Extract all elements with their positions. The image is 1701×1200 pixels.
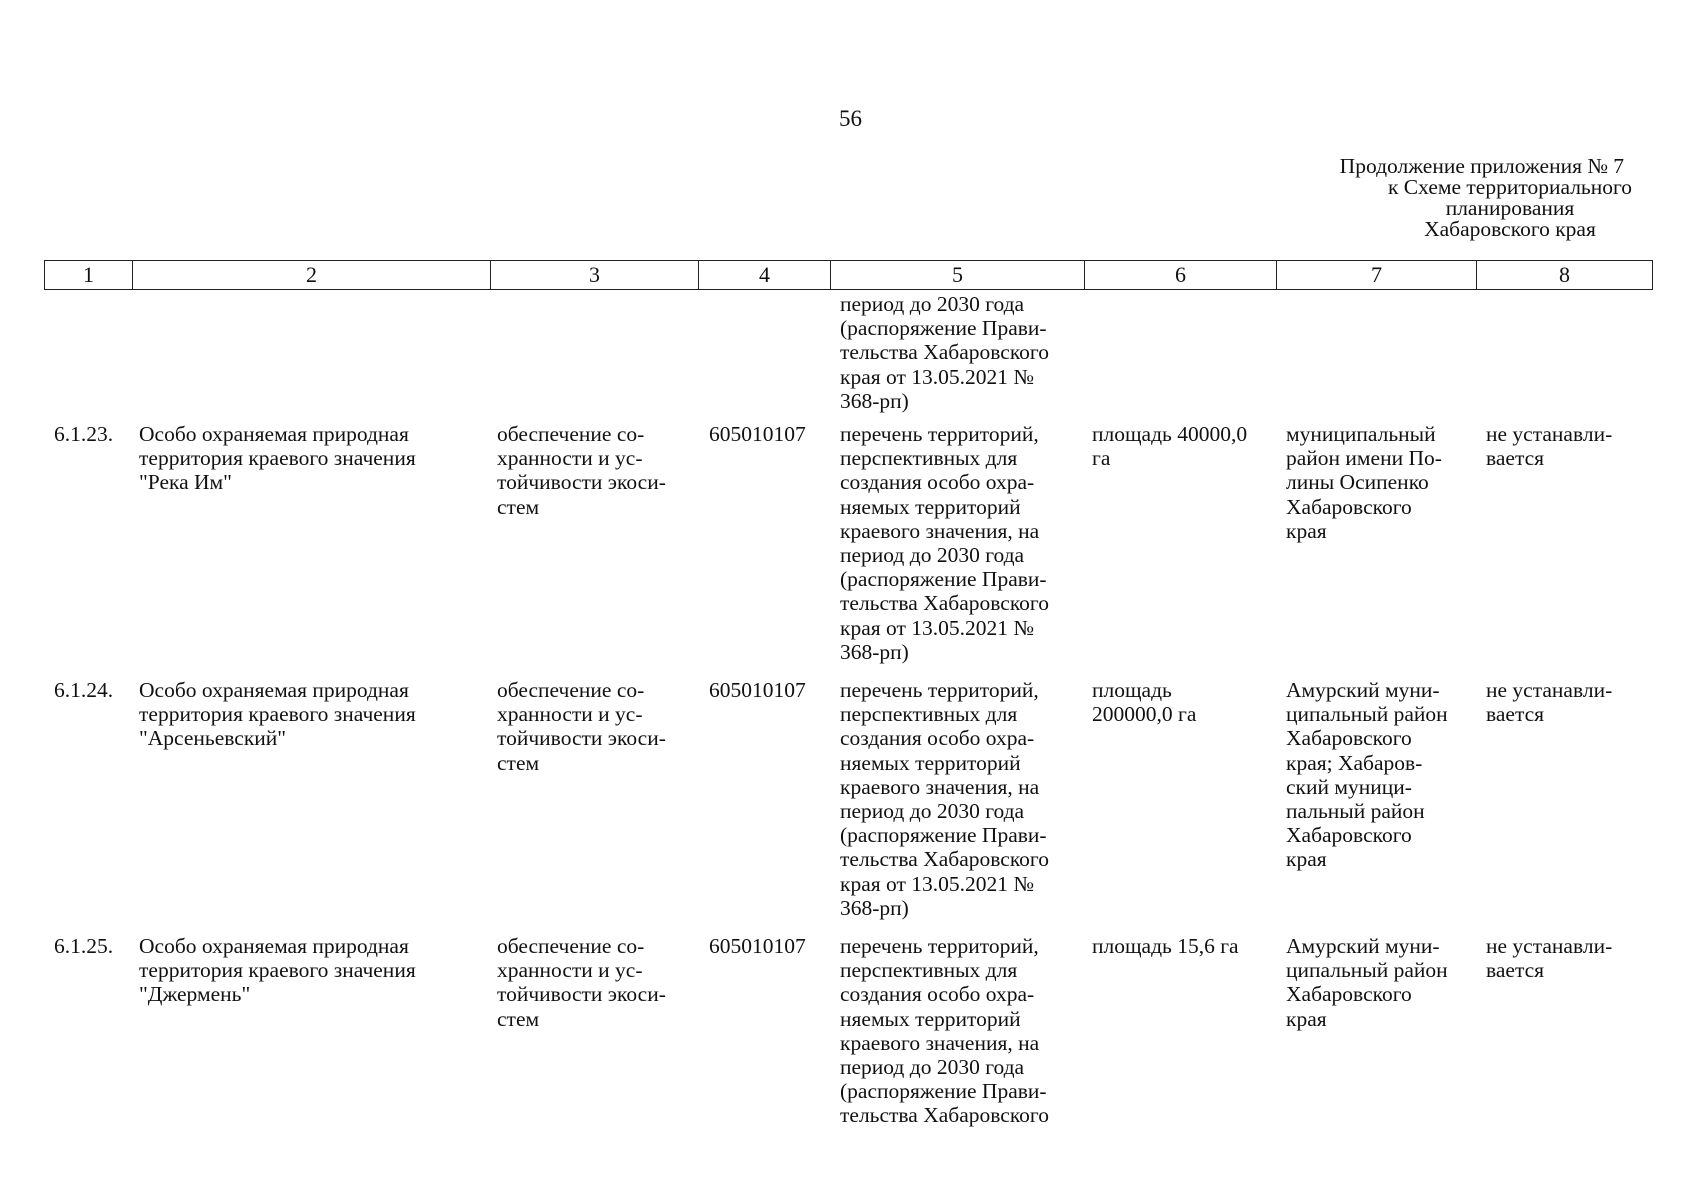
cell-line: Амурский муни- — [1286, 934, 1440, 958]
cell-line: тельства Хабаровского — [840, 591, 1049, 616]
appendix-note-line: к Схеме территориального — [1387, 175, 1633, 199]
cell-line: пальный район — [1286, 799, 1425, 824]
row-number: 6.1.23. — [54, 422, 114, 446]
cell-line: перечень территорий, — [840, 934, 1039, 958]
cell-line: период до 2030 года — [840, 799, 1025, 824]
column-header-row — [44, 260, 1653, 290]
cell-line: Особо охраняемая природная — [139, 678, 409, 702]
cell-line: площадь 15,6 га — [1092, 934, 1239, 958]
cell-line: муниципальный — [1286, 422, 1436, 446]
table-row — [44, 422, 1652, 678]
cell-line: тельства Хабаровского — [840, 340, 1049, 365]
table-row — [44, 678, 1652, 934]
cell-line: период до 2030 года — [840, 543, 1025, 568]
table-body — [44, 292, 1652, 1134]
cell-line: хранности и ус- — [497, 702, 643, 727]
cell-line: "Арсеньевский" — [139, 726, 287, 751]
cell-line: Особо охраняемая природная — [139, 422, 409, 446]
cell-line: период до 2030 года — [840, 292, 1025, 316]
cell-line: края от 13.05.2021 № — [840, 364, 1034, 389]
cell-line: территория краевого значения — [139, 702, 416, 727]
cell-line: ципальный район — [1286, 958, 1448, 983]
row-number: 6.1.25. — [54, 934, 114, 958]
cell-line: 200000,0 га — [1092, 702, 1197, 727]
cell-line: хранности и ус- — [497, 446, 643, 471]
cell-line: не устанавли- — [1486, 678, 1613, 702]
column-header: 3 — [491, 261, 699, 290]
column-header: 4 — [699, 261, 831, 290]
cell-line: Хабаровского — [1286, 726, 1412, 751]
cell-line: создания особо охра- — [840, 726, 1035, 751]
cell-line: 368-рп) — [840, 388, 909, 413]
cell-line: края — [1286, 1006, 1327, 1031]
cell-line: стем — [497, 494, 540, 519]
page-number: 56 — [839, 106, 862, 131]
cell-line: стем — [497, 750, 540, 775]
cell-line: тойчивости экоси- — [497, 982, 666, 1007]
cell-line: краевого значения, на — [840, 518, 1040, 543]
appendix-note-line: Хабаровского края — [1424, 217, 1596, 241]
cell-line: Амурский муни- — [1286, 678, 1440, 702]
cell-line: няемых территорий — [840, 494, 1021, 519]
cell-line: ципальный район — [1286, 702, 1448, 727]
object-name-cell — [139, 422, 416, 495]
cell-line: (распоряжение Прави- — [840, 567, 1047, 592]
location-cell — [1286, 934, 1448, 1031]
cell-line: няемых территорий — [840, 1006, 1021, 1031]
cell-line: няемых территорий — [840, 750, 1021, 775]
cell-line: обеспечение со- — [497, 934, 645, 958]
column-header: 6 — [1085, 261, 1277, 290]
cell-line: (распоряжение Прави- — [840, 823, 1047, 848]
object-name-cell — [139, 678, 416, 751]
cell-line: га — [1092, 446, 1111, 471]
cell-line: 368-рп) — [840, 639, 909, 664]
column-header: 5 — [831, 261, 1085, 290]
cell-line: тельства Хабаровского — [840, 1103, 1049, 1128]
cell-line: края от 13.05.2021 № — [840, 615, 1034, 640]
cell-line: перспективных для — [840, 958, 1018, 983]
cell-line: края; Хабаров- — [1286, 750, 1423, 775]
cell-line: перечень территорий, — [840, 422, 1039, 446]
cell-line: "Джермень" — [139, 982, 251, 1007]
cell-line: Особо охраняемая природная — [139, 934, 409, 958]
cell-line: территория краевого значения — [139, 446, 416, 471]
cell-line: 368-рп) — [840, 895, 909, 920]
zone-cell — [1486, 934, 1612, 982]
cell-line: площадь — [1092, 678, 1172, 702]
table-row — [44, 934, 1652, 1134]
cell-line: (распоряжение Прави- — [840, 316, 1047, 341]
cell-line: вается — [1486, 702, 1545, 727]
code-cell: 605010107 — [709, 678, 806, 702]
cell-line: территория краевого значения — [139, 958, 416, 983]
location-cell — [1286, 678, 1448, 872]
column-header: 7 — [1277, 261, 1477, 290]
cell-line: не устанавли- — [1486, 422, 1613, 446]
cell-line: стем — [497, 1006, 540, 1031]
cell-line: обеспечение со- — [497, 422, 645, 446]
cell-line: краевого значения, на — [840, 774, 1040, 799]
cell-line: создания особо охра- — [840, 982, 1035, 1007]
column-header: 8 — [1477, 261, 1653, 290]
appendix-note — [1270, 156, 1701, 240]
cell-line: тойчивости экоси- — [497, 726, 666, 751]
cell-line: тойчивости экоси- — [497, 470, 666, 495]
basis-cell — [840, 678, 1049, 920]
characteristics-cell — [1092, 934, 1239, 958]
cell-line: Хабаровского — [1286, 494, 1412, 519]
column-header: 1 — [45, 261, 133, 290]
row-number: 6.1.24. — [54, 678, 114, 702]
cell-line: перспективных для — [840, 702, 1018, 727]
cell-line: перспективных для — [840, 446, 1018, 471]
cell-line: обеспечение со- — [497, 678, 645, 702]
characteristics-cell — [1092, 422, 1247, 470]
code-cell: 605010107 — [709, 934, 806, 958]
object-name-cell — [139, 934, 416, 1007]
purpose-cell — [497, 422, 666, 519]
cell-line: края от 13.05.2021 № — [840, 871, 1034, 896]
cell-line: ский муници- — [1286, 774, 1412, 799]
basis-cell — [840, 934, 1049, 1128]
location-cell — [1286, 422, 1442, 543]
cell-line: края — [1286, 847, 1327, 872]
cell-line: лины Осипенко — [1286, 470, 1429, 495]
cell-line: площадь 40000,0 — [1092, 422, 1248, 446]
cell-line: перечень территорий, — [840, 678, 1039, 702]
basis-cell — [840, 292, 1049, 413]
cell-line: краевого значения, на — [840, 1030, 1040, 1055]
purpose-cell — [497, 678, 666, 775]
cell-line: период до 2030 года — [840, 1055, 1025, 1080]
table-row-continuation — [44, 292, 1652, 422]
cell-line: (распоряжение Прави- — [840, 1079, 1047, 1104]
cell-line: хранности и ус- — [497, 958, 643, 983]
cell-line: "Река Им" — [139, 470, 232, 495]
purpose-cell — [497, 934, 666, 1031]
cell-line: район имени По- — [1286, 446, 1442, 471]
cell-line: Хабаровского — [1286, 982, 1412, 1007]
appendix-note-line: Продолжение приложения № 7 — [1339, 154, 1624, 178]
cell-line: вается — [1486, 958, 1545, 983]
cell-line: не устанавли- — [1486, 934, 1613, 958]
cell-line: тельства Хабаровского — [840, 847, 1049, 872]
zone-cell — [1486, 422, 1612, 470]
column-header: 2 — [133, 261, 491, 290]
appendix-note-line: планирования — [1445, 196, 1575, 220]
cell-line: вается — [1486, 446, 1545, 471]
characteristics-cell — [1092, 678, 1196, 726]
zone-cell — [1486, 678, 1612, 726]
cell-line: Хабаровского — [1286, 823, 1412, 848]
code-cell: 605010107 — [709, 422, 806, 446]
basis-cell — [840, 422, 1049, 664]
cell-line: создания особо охра- — [840, 470, 1035, 495]
cell-line: края — [1286, 518, 1327, 543]
